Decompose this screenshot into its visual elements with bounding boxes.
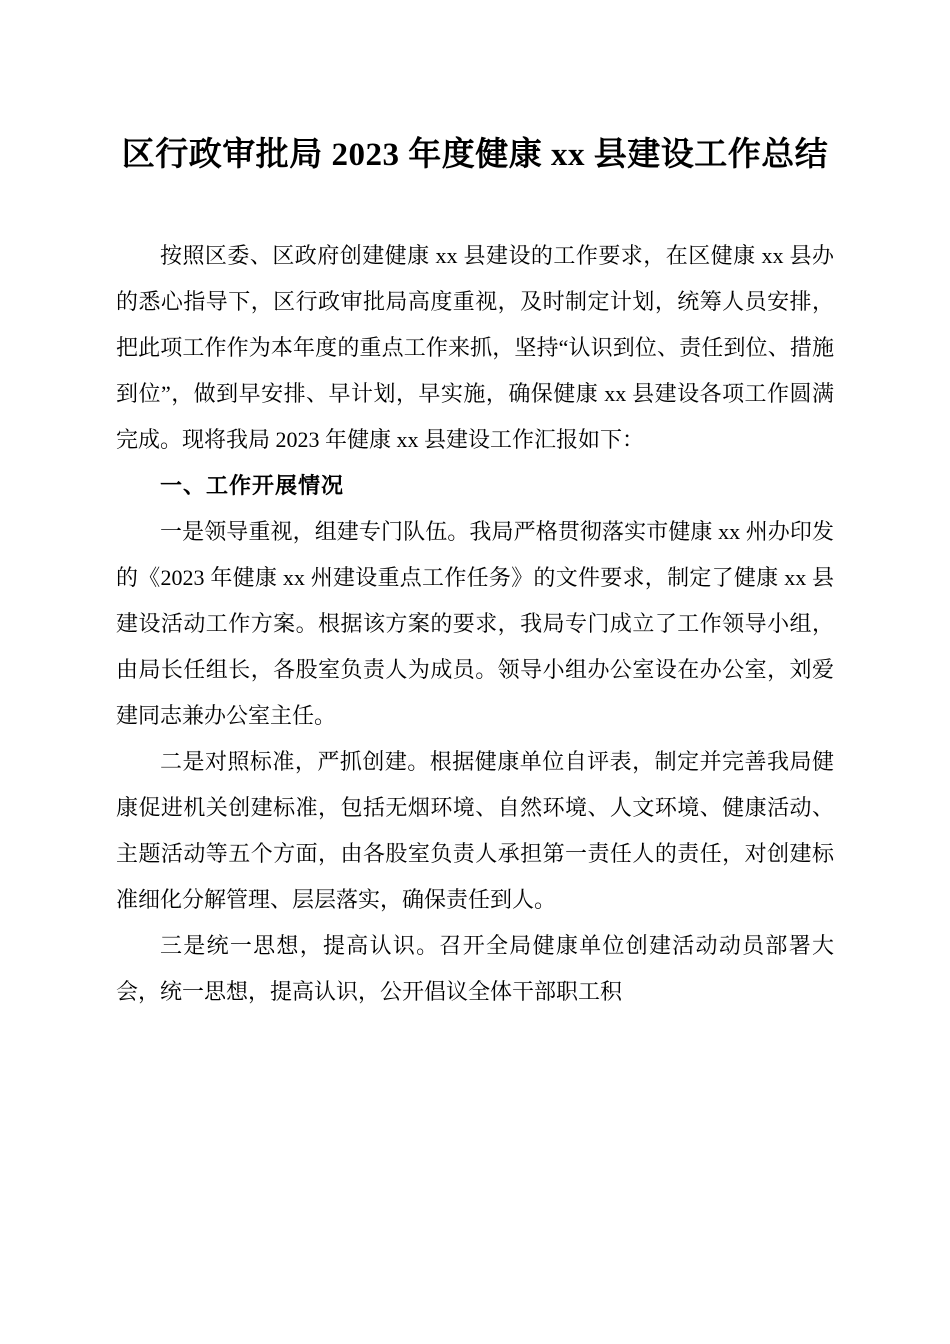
paragraph-point-1: 一是领导重视，组建专门队伍。我局严格贯彻落实市健康 xx 州办印发的《2023 年健康 xx 州建设重点工作任务》的文件要求，制定了健康 xx 县建设活动工作方案。根据该方案的要求，我局专门成立了工作领导小组，由局长任组长，各股室负责人为成员。领导小组办公室设在办公室，刘爱建同志兼办公室主任。 <box>116 519 834 729</box>
paragraph-point-3: 三是统一思想，提高认识。召开全局健康单位创建活动动员部署大会，统一思想，提高认识，公开倡议全体干部职工积 <box>116 933 834 1005</box>
section-heading-1: 一、工作开展情况 <box>160 473 345 499</box>
paragraph-point-2: 二是对照标准，严抓创建。根据健康单位自评表，制定并完善我局健康促进机关创建标准，包括无烟环境、自然环境、人文环境、健康活动、主题活动等五个方面，由各股室负责人承担第一责任人的责任，对创建标准细化分解管理、层层落实，确保责任到人。 <box>116 749 834 913</box>
document-title: 区行政审批局 2023 年度健康 xx 县建设工作总结 <box>121 137 829 173</box>
paragraph-intro: 按照区委、区政府创建健康 xx 县建设的工作要求，在区健康 xx 县办的悉心指导下，区行政审批局高度重视，及时制定计划，统筹人员安排，把此项工作作为本年度的重点工作来抓，坚持“认识到位、责任到位、措施到位”，做到早安排、早计划，早实施，确保健康 xx 县建设各项工作圆满完成。现将我局 2023 年健康 xx 县建设工作汇报如下： <box>116 243 834 453</box>
